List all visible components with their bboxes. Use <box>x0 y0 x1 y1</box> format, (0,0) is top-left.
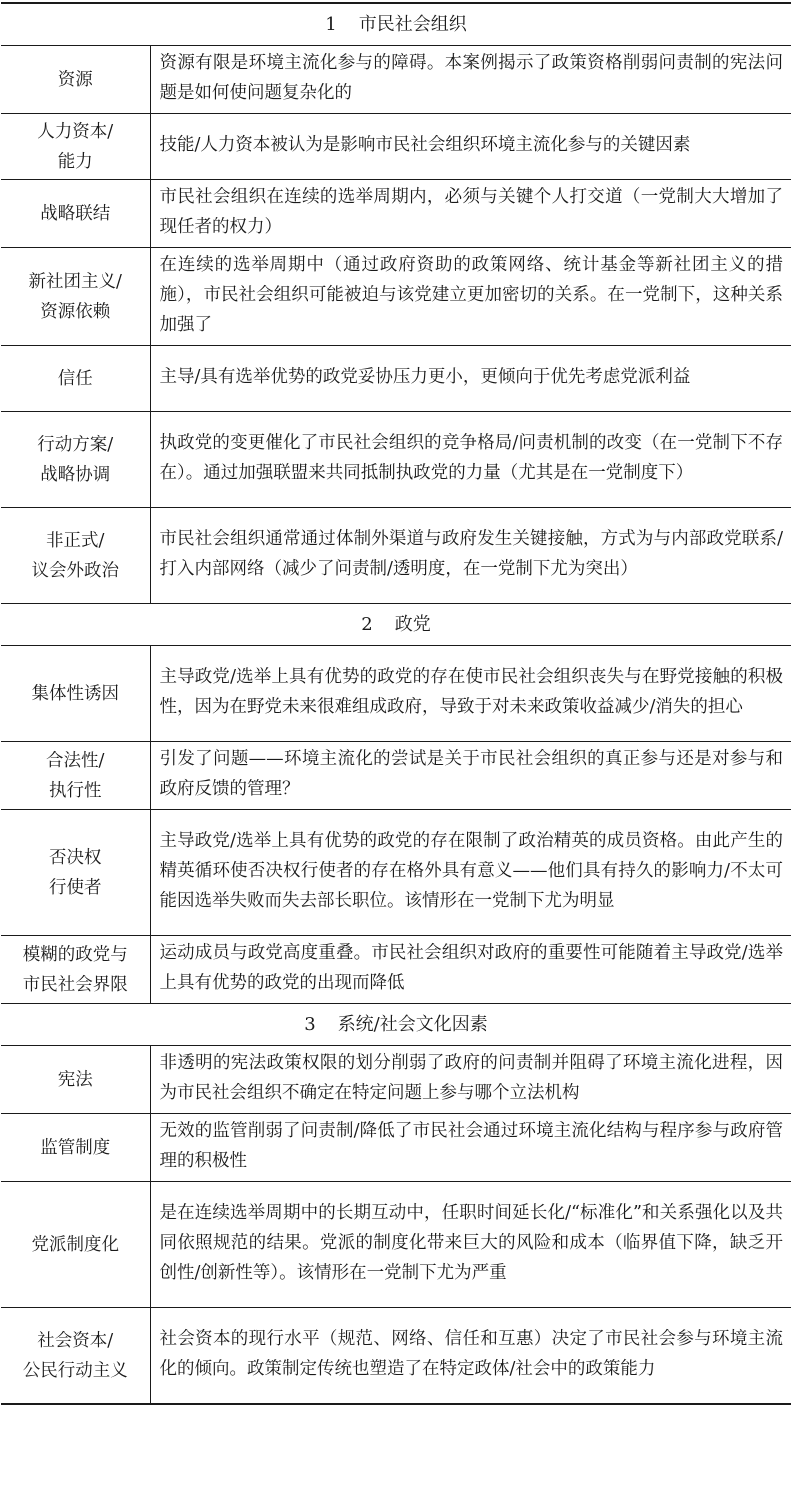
section-title: 市民社会组织 <box>358 13 467 35</box>
table-row <box>1 180 791 248</box>
term-line: 资源依赖 <box>40 301 111 322</box>
term-cell <box>1 346 150 412</box>
description-cell: 运动成员与政党高度重叠。市民社会组织对政府的重要性可能随着主导政党/选举上具有优势的政党的出现而降低 <box>150 936 791 1004</box>
term-line: 合法性/ <box>46 750 105 771</box>
description-cell: 市民社会组织通常通过体制外渠道与政府发生关键接触，方式为与内部政党联系/打入内部网络（减少了问责制/透明度，在一党制下尤为突出） <box>150 508 791 604</box>
description-cell: 无效的监管削弱了问责制/降低了市民社会通过环境主流化结构与程序参与政府管理的积极性 <box>150 1114 791 1182</box>
description-cell: 是在连续选举周期中的长期互动中，任职时间延长化/“标准化”和关系强化以及共同依照规范的结果。党派的制度化带来巨大的风险和成本（临界值下降，缺乏开创性/创新性等）。该情形在一党制下尤为严重 <box>150 1182 791 1308</box>
term-cell <box>1 646 150 742</box>
table-row <box>1 810 791 936</box>
table-row <box>1 646 791 742</box>
section-number: 2 <box>361 613 373 635</box>
term-line: 宪法 <box>57 1069 93 1090</box>
description-cell: 非透明的宪法政策权限的划分削弱了政府的问责制并阻碍了环境主流化进程，因为市民社会组织不确定在特定问题上参与哪个立法机构 <box>150 1046 791 1114</box>
table-row <box>1 742 791 810</box>
section-number: 1 <box>325 13 337 35</box>
description-cell: 主导政党/选举上具有优势的政党的存在使市民社会组织丧失与在野党接触的积极性，因为在野党未来很难组成政府，导致于对未来政策收益减少/消失的担心 <box>150 646 791 742</box>
term-line: 社会资本/ <box>37 1330 114 1351</box>
factor-table <box>1 2 791 1405</box>
term-line: 监管制度 <box>40 1137 111 1158</box>
section-title: 系统/社会文化因素 <box>337 1013 488 1035</box>
section-header <box>1 604 791 646</box>
term-cell <box>1 114 150 180</box>
term-line: 行使者 <box>49 877 102 898</box>
table-row <box>1 1308 791 1405</box>
term-line: 战略联结 <box>40 203 111 224</box>
description-cell: 社会资本的现行水平（规范、网络、信任和互惠）决定了市民社会参与环境主流化的倾向。政策制定传统也塑造了在特定政体/社会中的政策能力 <box>150 1308 791 1405</box>
term-line: 新社团主义/ <box>28 271 122 292</box>
term-cell <box>1 1182 150 1308</box>
term-line: 集体性诱因 <box>31 683 119 704</box>
section-header-row <box>1 3 791 46</box>
section-header-row <box>1 1004 791 1046</box>
section-title: 政党 <box>394 613 431 635</box>
table-row <box>1 508 791 604</box>
section-header <box>1 3 791 46</box>
term-line: 战略协调 <box>40 464 111 485</box>
section-number: 3 <box>304 1013 316 1035</box>
term-line: 信任 <box>57 368 93 389</box>
table-row <box>1 114 791 180</box>
term-line: 否决权 <box>49 847 102 868</box>
term-line: 公民行动主义 <box>22 1360 128 1381</box>
term-cell <box>1 1308 150 1405</box>
term-cell <box>1 742 150 810</box>
description-cell: 引发了问题——环境主流化的尝试是关于市民社会组织的真正参与还是对参与和政府反馈的管理？ <box>150 742 791 810</box>
term-cell <box>1 412 150 508</box>
term-cell <box>1 46 150 114</box>
table-row <box>1 248 791 346</box>
factor-table-body <box>1 3 791 1404</box>
term-line: 行动方案/ <box>37 434 114 455</box>
term-cell <box>1 936 150 1004</box>
description-cell: 主导/具有选举优势的政党妥协压力更小，更倾向于优先考虑党派利益 <box>150 346 791 412</box>
description-cell: 主导政党/选举上具有优势的政党的存在限制了政治精英的成员资格。由此产生的精英循环使否决权行使者的存在格外具有意义——他们具有持久的影响力/不太可能因选举失败而失去部长职位。该情形在一党制下尤为明显 <box>150 810 791 936</box>
term-line: 市民社会界限 <box>22 974 128 995</box>
table-row <box>1 46 791 114</box>
table-row <box>1 1182 791 1308</box>
table-row <box>1 936 791 1004</box>
description-cell: 市民社会组织在连续的选举周期内，必须与关键个人打交道（一党制大大增加了现任者的权力） <box>150 180 791 248</box>
description-cell: 资源有限是环境主流化参与的障碍。本案例揭示了政策资格削弱问责制的宪法问题是如何使问题复杂化的 <box>150 46 791 114</box>
term-cell <box>1 248 150 346</box>
term-line: 党派制度化 <box>31 1234 119 1255</box>
table-row <box>1 346 791 412</box>
description-cell: 技能/人力资本被认为是影响市民社会组织环境主流化参与的关键因素 <box>150 114 791 180</box>
term-cell <box>1 180 150 248</box>
table-row <box>1 412 791 508</box>
description-cell: 在连续的选举周期中（通过政府资助的政策网络、统计基金等新社团主义的措施），市民社会组织可能被迫与该党建立更加密切的关系。在一党制下，这种关系加强了 <box>150 248 791 346</box>
section-header-row <box>1 604 791 646</box>
term-cell <box>1 810 150 936</box>
term-line: 议会外政治 <box>31 560 119 581</box>
table-row <box>1 1046 791 1114</box>
description-cell: 执政党的变更催化了市民社会组织的竞争格局/问责机制的改变（在一党制下不存在）。通过加强联盟来共同抵制执政党的力量（尤其是在一党制度下） <box>150 412 791 508</box>
term-cell <box>1 1046 150 1114</box>
section-header <box>1 1004 791 1046</box>
term-cell <box>1 508 150 604</box>
term-line: 人力资本/ <box>37 121 114 142</box>
table-row <box>1 1114 791 1182</box>
term-line: 执行性 <box>49 780 102 801</box>
term-line: 模糊的政党与 <box>22 944 128 965</box>
term-line: 能力 <box>57 151 93 172</box>
term-line: 非正式/ <box>46 530 105 551</box>
term-line: 资源 <box>57 69 93 90</box>
term-cell <box>1 1114 150 1182</box>
